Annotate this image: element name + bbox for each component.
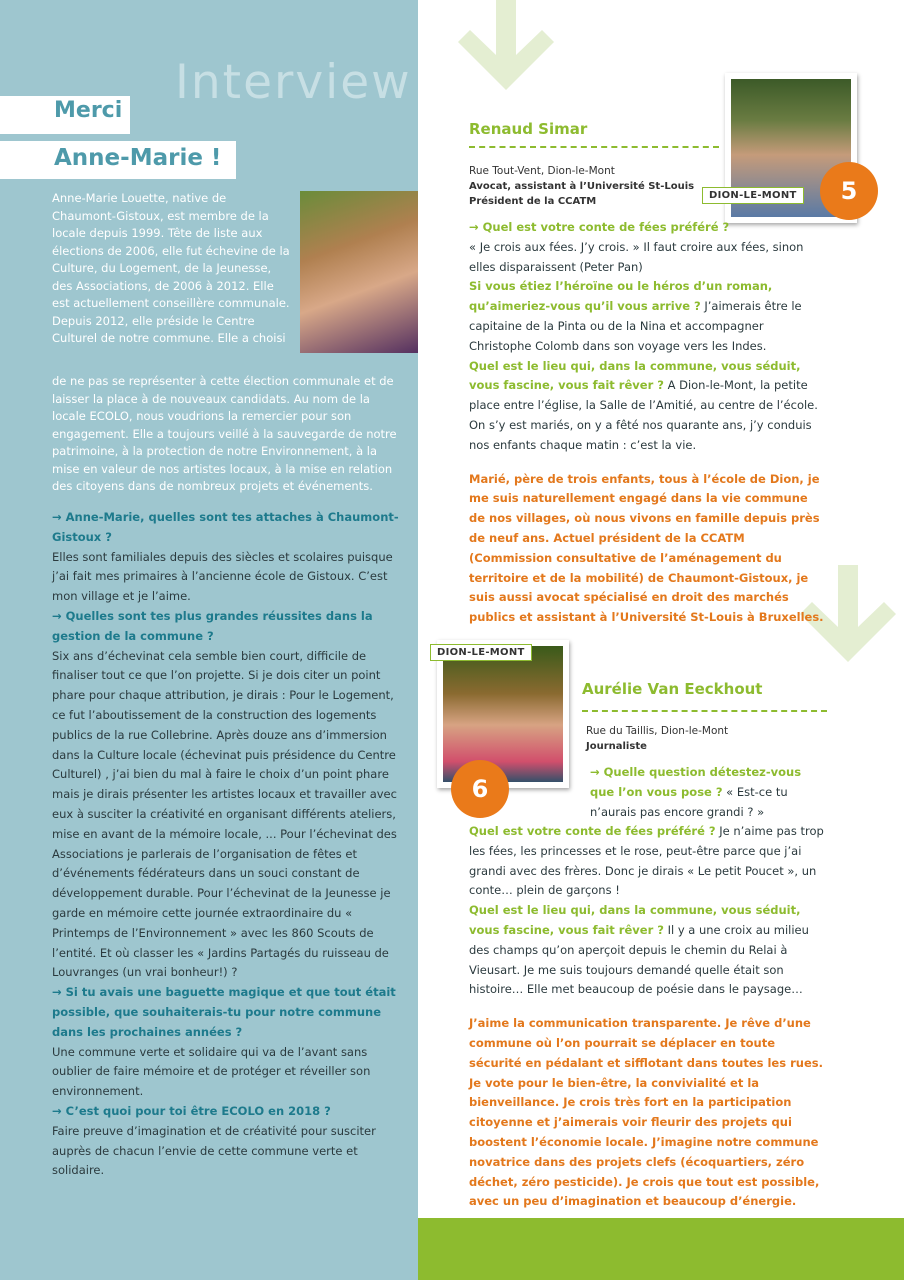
question: Si vous étiez l’héroïne ou le héros d’un roman, qu’aimeriez-vous qu’il vous arrive ? [469, 279, 773, 314]
candidate-number-badge: 6 [451, 760, 509, 818]
answer: « Je crois aux fées. J’y crois. » Il faut croire aux fées, sinon elles disparaissent (Peter Pan) [469, 239, 804, 274]
aurelie-address: Rue du Taillis, Dion-le-Mont [586, 725, 729, 737]
renaud-name: Renaud Simar [469, 120, 588, 138]
aurelie-photo-frame [437, 640, 569, 788]
answer: Une commune verte et solidaire qui va de l’avant sans oublier de faire mémoire et de protéger et réveiller son environnement. [52, 1044, 371, 1099]
arrow-right-icon: → [52, 1103, 66, 1118]
aurelie-interview [469, 822, 827, 1212]
answer: Je n’aime pas trop les fées, les princesses et le rose, peut-être parce que j’ai grandi avec des frères. Donc je dirais « Le petit Poucet », un conte… plein de garçons ! [469, 824, 824, 898]
question: Quel est votre conte de fées préféré ? [469, 824, 716, 838]
question: Quel est le lieu qui, dans la commune, vous séduit, vous fascine, vous fait rêver ? [469, 903, 801, 937]
answer: Six ans d’échevinat cela semble bien court, difficile de finaliser tout ce que l’on projette. Si je dois citer un point phare pour chaque attribution, je dirais : Pour le Logement, ce fut l’aboutissement de la construction des logements publics de la rue Collebrine. Après douze ans d’immersion dans la Culture locale (échevinat puis présidence du Centre Culturel) , j’ai bien du mal à faire le choix d’un point phare mais je dirais présenter les artistes locaux et travailler avec eux à susciter la créativité en organisant différents ateliers, mise en avant de la mémoire locale, ... Pour l’échevinat des Associations je parlerais de l’organisation de fêtes et d’événements fédérateurs dans un souci constant de développement durable. Pour l’échevinat de la Jeunesse je garde en mémoire cette journée extraordinaire du « Printemps de l’Environnement » avec les 860 Scouts de l’entité. Et où classer les « Jardins Partagés du ruisseau de Louvranges (un vrai bonheur!) ? [52, 648, 397, 980]
anne-marie-portrait [300, 191, 418, 353]
commune-tag: DION-LE-MONT [702, 187, 804, 204]
aurelie-name: Aurélie Van Eeckhout [582, 680, 763, 698]
renaud-interview [469, 218, 827, 628]
question: → C’est quoi pour toi être ECOLO en 2018 ? [52, 1103, 331, 1118]
answer: Elles sont familiales depuis des siècles et scolaires puisque j’ai fait mes primaires à l’ancienne école de Gistoux. C’est mon village et je l’aime. [52, 549, 393, 604]
divider [582, 710, 827, 712]
aurelie-details [586, 724, 826, 754]
arrow-right-icon: → [52, 510, 66, 524]
answer: A Dion-le-Mont, la petite place entre l’église, la Salle de l’Amitié, au centre de l’école. On s’y est mariés, on y a fêté nos quarante ans, j’y conduis nos enfants chaque matin : c’est la vie. [469, 378, 818, 452]
renaud-details [469, 164, 729, 209]
interview-heading: Interview [175, 55, 412, 110]
commune-tag: DION-LE-MONT [430, 644, 532, 661]
green-footer-band [418, 1218, 904, 1280]
question: → Quelles sont tes plus grandes réussites dans la gestion de la commune ? [52, 608, 373, 643]
aurelie-role: Journaliste [586, 741, 647, 752]
title-merci: Merci [0, 96, 130, 134]
answer: « Est-ce tu n’aurais pas encore grandi ? » [590, 784, 788, 819]
renaud-address: Rue Tout-Vent, Dion-le-Mont [469, 165, 615, 177]
answer: Faire preuve d’imagination et de créativité pour susciter auprès de chacun l’envie de cette commune verte et solidaire. [52, 1123, 376, 1178]
renaud-bio: Marié, père de trois enfants, tous à l’école de Dion, je me suis naturellement engagé dans la vie commune de nos villages, où nous vivons en famille depuis près de neuf ans. Actuel président de la CCATM (Commission consultative de l’aménagement du territoire et de la mobilité) de Chaumont-Gistoux, je suis aussi avocat spécialisé en droit des marchés publics et assistant à l’Université St-Louis à Bruxelles. [469, 471, 824, 625]
question: Quel est le lieu qui, dans la commune, vous séduit, vous fascine, vous fait rêver ? [469, 358, 801, 393]
intro-paragraph-continued: de ne pas se représenter à cette élection communale et de laisser la place à de nouveaux candidats. Au nom de la locale ECOLO, nous voudrions la remercier pour son engagement. Elle a toujours veillé à la sauvegarde de notre patrimoine, à la protection de notre Environnement, à la mise en valeur de nos artistes locaux, à la mise en relation des citoyens dans de nombreux projets et événements. [52, 374, 397, 493]
answer: J’aimerais être le capitaine de la Pinta ou de la Nina et accompagner Christophe Colomb dans son voyage vers les Indes. [469, 299, 802, 353]
aurelie-first-question [566, 763, 828, 822]
question: → Anne-Marie, quelles sont tes attaches à Chaumont-Gistoux ? [52, 510, 399, 544]
left-column [0, 0, 418, 1280]
arrow-right-icon: → [590, 765, 604, 779]
renaud-role: Avocat, assistant à l’Université St-Louis [469, 181, 695, 192]
aurelie-bio: J’aime la communication transparente. Je rêve d’une commune où l’on pourrait se déplacer en toute sécurité en pédalant et sifflotant dans toutes les rues. Je vote pour le bien-être, la convivialité et la bienveillance. Je crois très fort en la participation citoyenne et j’aimerais voir fleurir des projets qui boostent l’économie locale. J’imagine notre commune novatrice dans des projets clefs (écoquartiers, zéro déchet, zéro pesticide). Je crois que tout est possible, avec un peu d’imagination et beaucoup d’énergie. [469, 1016, 823, 1209]
title-name: Anne-Marie ! [0, 141, 236, 179]
anne-marie-interview [52, 508, 408, 1181]
intro-paragraph: Anne-Marie Louette, native de Chaumont-Gistoux, est membre de la locale depuis 1999. Tête de liste aux élections de 2006, elle fut échevine de la Culture, du Logement, de la Jeunesse, des Associations, de 2006 à 2012. Elle est actuellement conseillère communale. Depuis 2012, elle préside le Centre Culturel de notre commune. Elle a choisi [52, 191, 290, 345]
answer: Il y a une croix au milieu des champs qu’on aperçoit depuis le chemin du Relai à Vieusart. Je me suis toujours demandé quelle était son histoire… Elle met beaucoup de poésie dans le paysage… [469, 922, 809, 997]
arrow-right-icon: → [52, 608, 66, 623]
down-arrow-icon [458, 0, 554, 96]
candidate-number-badge: 5 [820, 162, 878, 220]
question: → Si tu avais une baguette magique et que tout était possible, que souhaiterais-tu pour notre commune dans les prochaines années ? [52, 985, 396, 1039]
question: Quel est votre conte de fées préféré ? [482, 220, 730, 234]
question: Quelle question détestez-vous que l’on vous pose ? [590, 765, 802, 799]
renaud-role: Président de la CCATM [469, 196, 597, 207]
aurelie-photo [443, 646, 563, 782]
arrow-right-icon: → [52, 985, 66, 1000]
arrow-right-icon: → [469, 220, 483, 234]
divider [469, 146, 719, 148]
